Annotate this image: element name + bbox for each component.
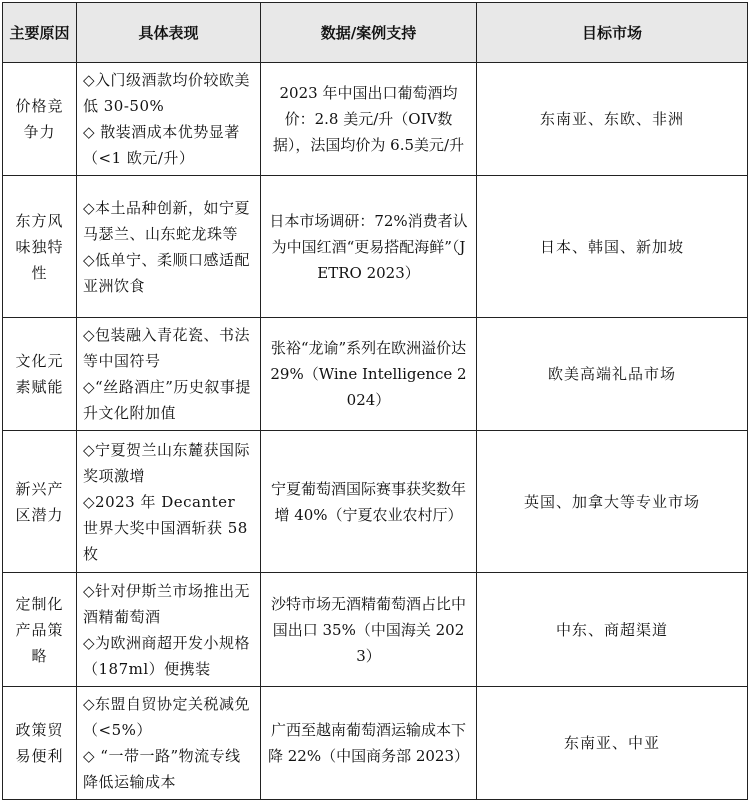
detail-bullet: ◇宁夏贺兰山东麓获国际奖项激增 <box>83 440 251 485</box>
table-row <box>3 318 748 431</box>
header-detail: 具体表现 <box>77 3 261 63</box>
data-cell: 日本市场调研：72%消费者认为中国红酒“更易搭配海鲜”（JETRO 2023） <box>261 176 477 318</box>
detail-bullet: ◇东盟自贸协定关税减免（<5%） <box>83 695 251 739</box>
table-row <box>3 431 748 573</box>
data-cell: 沙特市场无酒精葡萄酒占比中国出口 35%（中国海关 2023） <box>261 573 477 687</box>
detail-cell <box>77 176 261 318</box>
data-cell: 宁夏葡萄酒国际赛事获奖数年增 40%（宁夏农业农村厅） <box>261 431 477 573</box>
detail-bullet: ◇ “一带一路”物流专线降低运输成本 <box>83 747 241 791</box>
reason-cell: 定制化产品策略 <box>3 573 77 687</box>
detail-bullet: ◇为欧洲商超开发小规格（187ml）便携装 <box>83 633 251 678</box>
detail-cell <box>77 63 261 176</box>
market-cell: 日本、韩国、新加坡 <box>477 176 748 318</box>
table-row <box>3 63 748 176</box>
detail-bullet: ◇ 散装酒成本优势显著（<1 欧元/升） <box>83 123 240 167</box>
detail-bullet: ◇“丝路酒庄”历史叙事提升文化附加值 <box>83 378 251 422</box>
data-cell: 张裕“龙谕”系列在欧洲溢价达 29%（Wine Intelligence 2024） <box>261 318 477 431</box>
data-cell: 广西至越南葡萄酒运输成本下降 22%（中国商务部 2023） <box>261 687 477 800</box>
data-cell: 2023 年中国出口葡萄酒均价：2.8 美元/升（OIV数据），法国均价为 6.5美元/升 <box>261 63 477 176</box>
detail-bullet: ◇入门级酒款均价较欧美低 30-50% <box>83 71 251 115</box>
market-cell: 欧美高端礼品市场 <box>477 318 748 431</box>
reason-cell: 新兴产区潜力 <box>3 431 77 573</box>
table-row <box>3 176 748 318</box>
market-cell: 东南亚、中亚 <box>477 687 748 800</box>
detail-bullet: ◇2023 年 Decanter 世界大奖中国酒斩获 58 枚 <box>83 492 248 563</box>
header-reason: 主要原因 <box>3 3 77 63</box>
reason-cell: 价格竞争力 <box>3 63 77 176</box>
detail-cell <box>77 573 261 687</box>
detail-bullet: ◇本土品种创新，如宁夏马瑟兰、山东蛇龙珠等 <box>83 198 251 243</box>
reason-cell: 政策贸易便利 <box>3 687 77 800</box>
detail-bullet: ◇低单宁、柔顺口感适配亚洲饮食 <box>83 250 251 295</box>
detail-cell <box>77 687 261 800</box>
detail-bullet: ◇包装融入青花瓷、书法等中国符号 <box>83 326 251 370</box>
market-cell: 中东、商超渠道 <box>477 573 748 687</box>
header-data: 数据/案例支持 <box>261 3 477 63</box>
detail-cell <box>77 318 261 431</box>
header-row <box>3 3 748 63</box>
wine-export-table <box>2 2 748 800</box>
header-market: 目标市场 <box>477 3 748 63</box>
table-row <box>3 573 748 687</box>
reason-cell: 文化元素赋能 <box>3 318 77 431</box>
detail-bullet: ◇针对伊斯兰市场推出无酒精葡萄酒 <box>83 581 251 626</box>
table-row <box>3 687 748 800</box>
reason-cell: 东方风味独特性 <box>3 176 77 318</box>
market-cell: 东南亚、东欧、非洲 <box>477 63 748 176</box>
market-cell: 英国、加拿大等专业市场 <box>477 431 748 573</box>
detail-cell <box>77 431 261 573</box>
